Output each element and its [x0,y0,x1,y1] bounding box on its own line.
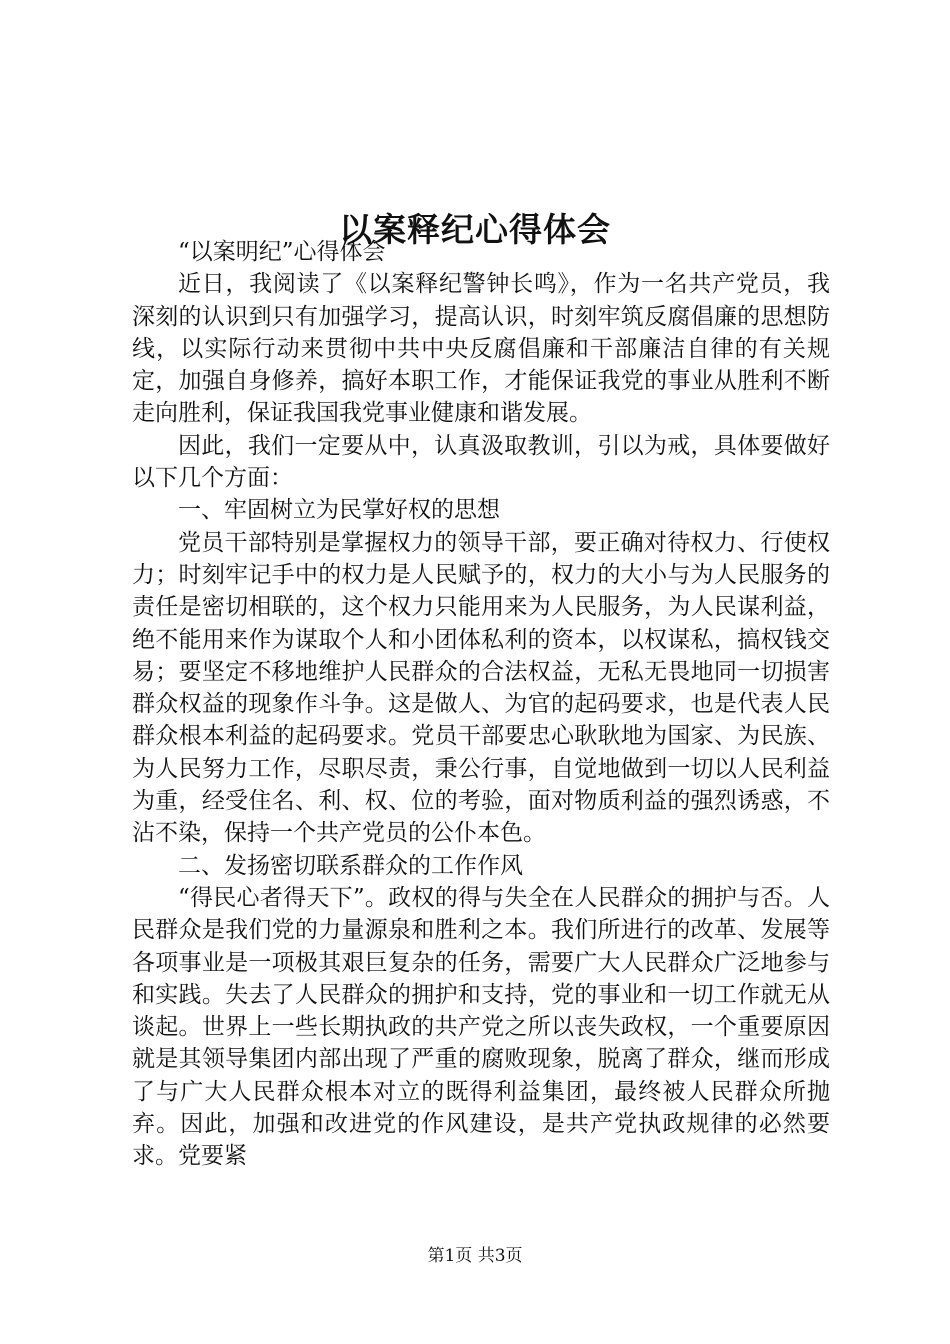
paragraph-section-2: “得民心者得天下”。政权的得与失全在人民群众的拥护与否。人民群众是我们党的力量源泉和胜利之本。我们所进行的改革、发展等各项事业是一项极其艰巨复杂的任务，需要广大人民群众广泛地参与和实践。失去了人民群众的拥护和支持，党的事业和一切工作就无从谈起。世界上一些长期执政的共产党之所以丧失政权，一个重要原因就是其领导集团内部出现了严重的腐败现象，脱离了群众，继而形成了与广大人民群众根本对立的既得利益集团，最终被人民群众所抛弃。因此，加强和改进党的作风建设，是共产党执政规律的必然要求。党要紧 [132,884,830,1170]
paragraph-intro: 近日，我阅读了《以案释纪警钟长鸣》，作为一名共产党员，我深刻的认识到只有加强学习，提高认识，时刻牢筑反腐倡廉的思想防线，以实际行动来贯彻中共中央反腐倡廉和干部廉洁自律的有关规定，加强自身修养，搞好本职工作，才能保证我党的事业从胜利不断走向胜利，保证我国我党事业健康和谐发展。 [132,271,830,427]
section-heading-2: 二、发扬密切联系群众的工作作风 [178,852,523,879]
section-heading-1: 一、牢固树立为民掌好权的思想 [178,497,500,524]
paragraph-lessons: 因此，我们一定要从中，认真汲取教训，引以为戒，具体要做好以下几个方面： [132,432,830,492]
document-body [132,236,830,1173]
paragraph-subtitle: “以案明纪”心得体会 [178,239,386,265]
document-title: 以案释纪心得体会 [339,210,611,250]
page-footer: 第1页 共3页 [427,1246,523,1266]
paragraph-section-1: 党员干部特别是掌握权力的领导干部，要正确对待权力、行使权力；时刻牢记手中的权力是人民赋予的，权力的大小与为人民服务的责任是密切相联的，这个权力只能用来为人民服务，为人民谋利益，绝不能用来作为谋取个人和小团体私利的资本，以权谋私，搞权钱交易；要坚定不移地维护人民群众的合法权益，无私无畏地同一切损害群众权益的现象作斗争。这是做人、为官的起码要求，也是代表人民群众根本利益的起码要求。党员干部要忠心耿耿地为国家、为民族、为人民努力工作，尽职尽责，秉公行事，自觉地做到一切以人民利益为重，经受住名、利、权、位的考验，面对物质利益的强烈诱惑，不沾不染，保持一个共产党员的公仆本色。 [132,529,830,847]
